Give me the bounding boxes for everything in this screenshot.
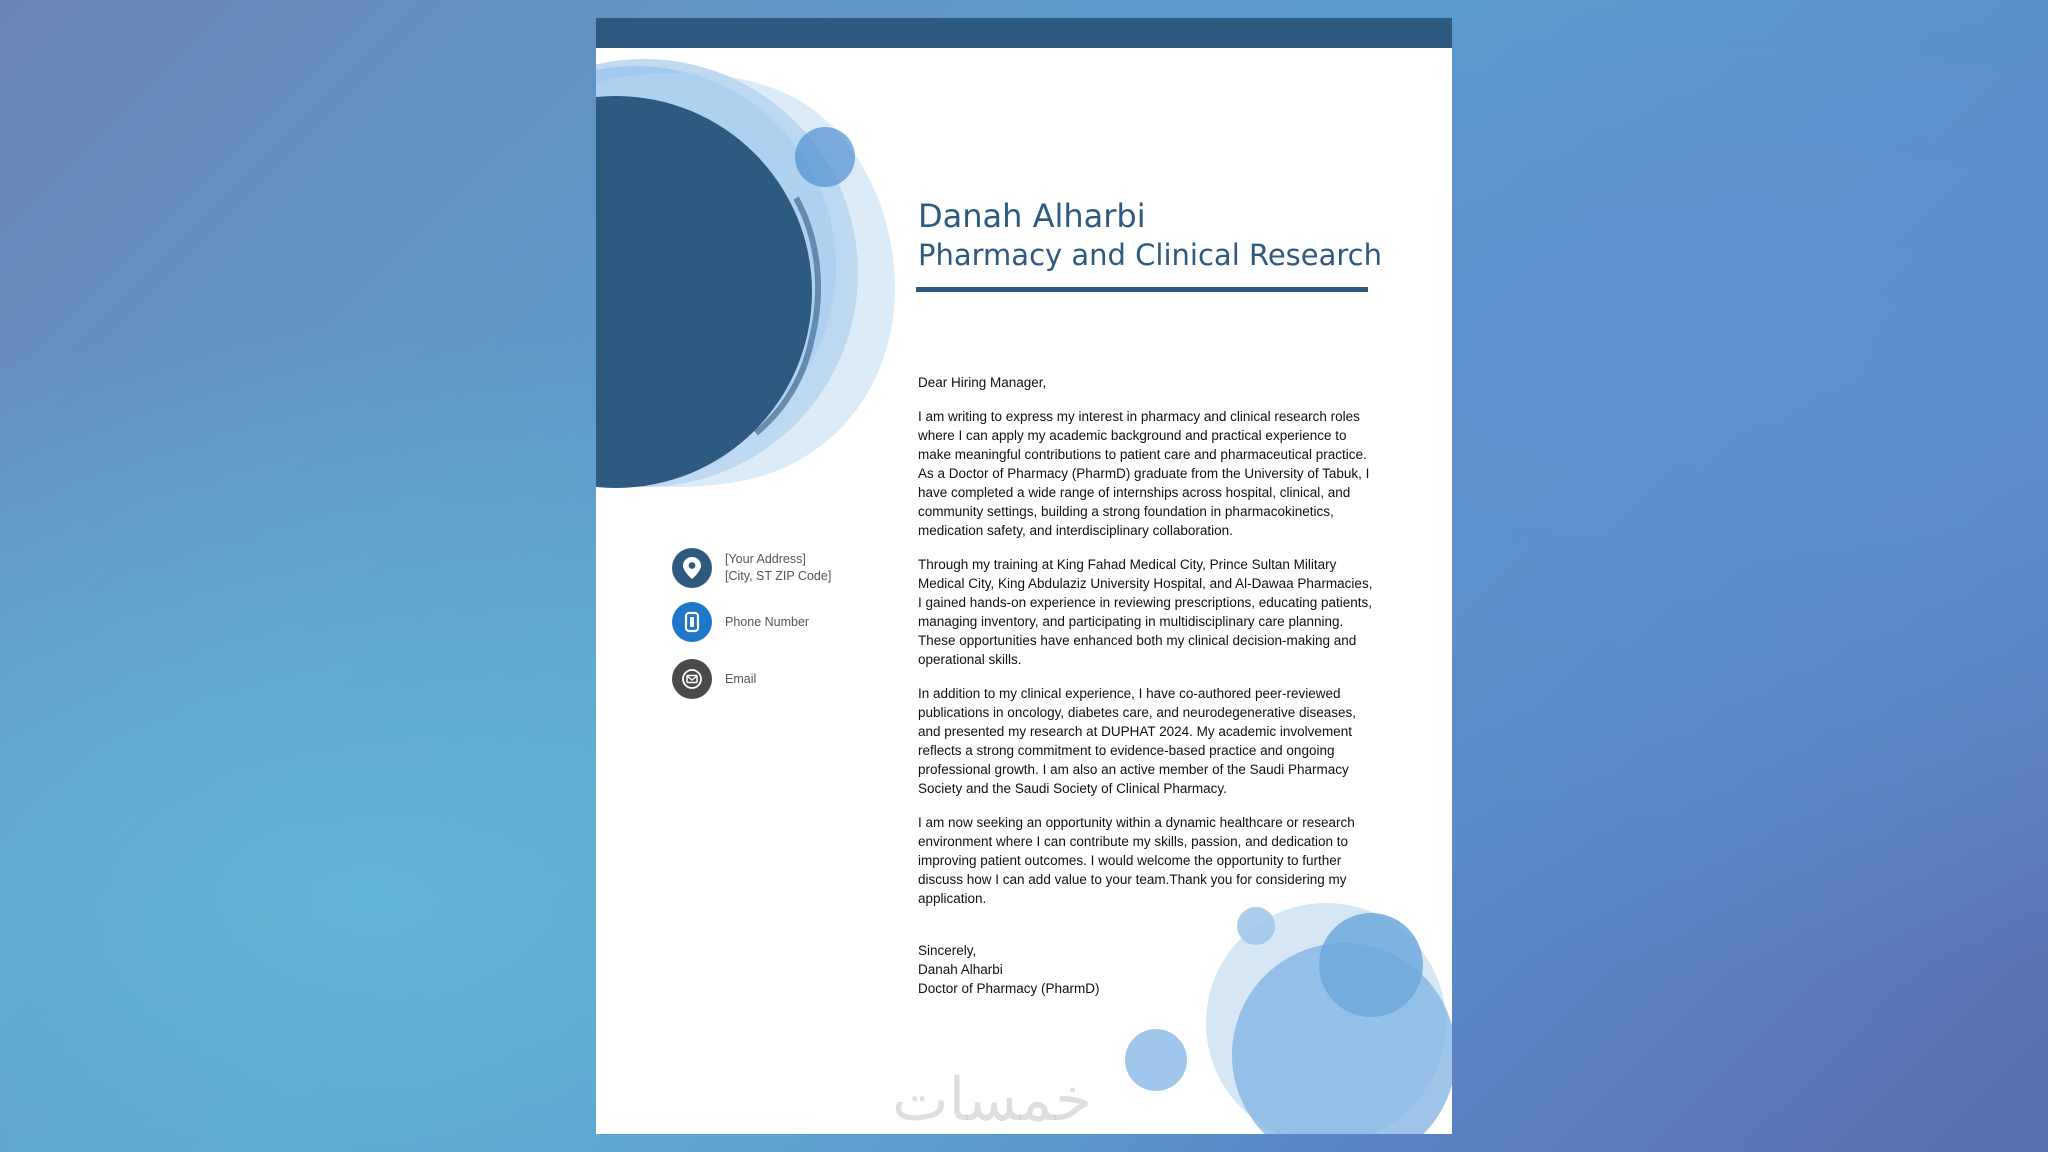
- contact-email: [672, 659, 872, 699]
- letter-paragraph-3: In addition to my clinical experience, I have co-authored peer-reviewed publications in oncology, diabetes care, and neurodegenerative diseases, and presented my research at DUPHAT 2024. My academic involvement reflects a strong commitment to evidence-based practice and ongoing professional growth. I am also an active member of the Saudi Pharmacy Society and the Saudi Society of Clinical Pharmacy.: [918, 686, 1357, 796]
- location-pin-icon: [672, 548, 712, 588]
- signature-name: Danah Alharbi: [918, 962, 1003, 977]
- address-line-1: [Your Address]: [725, 552, 806, 566]
- letter-closing: [918, 941, 1378, 998]
- phone-text: Phone Number: [725, 615, 810, 629]
- letter-paragraph-1: I am writing to express my interest in pharmacy and clinical research roles where I can apply my academic background and practical experience to make meaningful contributions to patient care and pharmaceutical practice. As a Doctor of Pharmacy (PharmD) graduate from the University of Tabuk, I have completed a wide range of internships across hospital, clinical, and community settings, building a strong foundation in pharmacokinetics, medication safety, and interdisciplinary collaboration.: [918, 409, 1370, 538]
- email-icon: [672, 659, 712, 699]
- applicant-name: Danah Alharbi: [918, 197, 1146, 235]
- applicant-title: Pharmacy and Clinical Research: [918, 238, 1382, 272]
- closing-salutation: Sincerely,: [918, 943, 977, 958]
- contact-address: [672, 548, 872, 588]
- address-line-2: [City, ST ZIP Code]: [725, 569, 832, 583]
- contact-phone: [672, 602, 872, 642]
- watermark-logo: خمسات: [892, 1065, 1093, 1134]
- address-text: [725, 551, 831, 585]
- name-title-block: [918, 196, 1382, 274]
- email-text: Email: [725, 672, 757, 686]
- phone-icon: [672, 602, 712, 642]
- cover-letter-page: [596, 18, 1452, 1134]
- signature-title: Doctor of Pharmacy (PharmD): [918, 981, 1100, 996]
- heading-divider: [916, 287, 1368, 292]
- letter-body: [918, 373, 1378, 998]
- letter-paragraph-4: I am now seeking an opportunity within a dynamic healthcare or research environment where I can contribute my skills, passion, and dedication to improving patient outcomes. I would welcome the opportunity to further discuss how I can add value to your team.Thank you for considering my application.: [918, 815, 1355, 906]
- letter-greeting: Dear Hiring Manager,: [918, 375, 1047, 390]
- letter-paragraph-2: Through my training at King Fahad Medical City, Prince Sultan Military Medical City, King Abdulaziz University Hospital, and Al-Dawaa Pharmacies, I gained hands-on experience in reviewing prescriptions, educating patients, managing inventory, and participating in multidisciplinary care planning. These opportunities have enhanced both my clinical decision-making and operational skills.: [918, 557, 1373, 667]
